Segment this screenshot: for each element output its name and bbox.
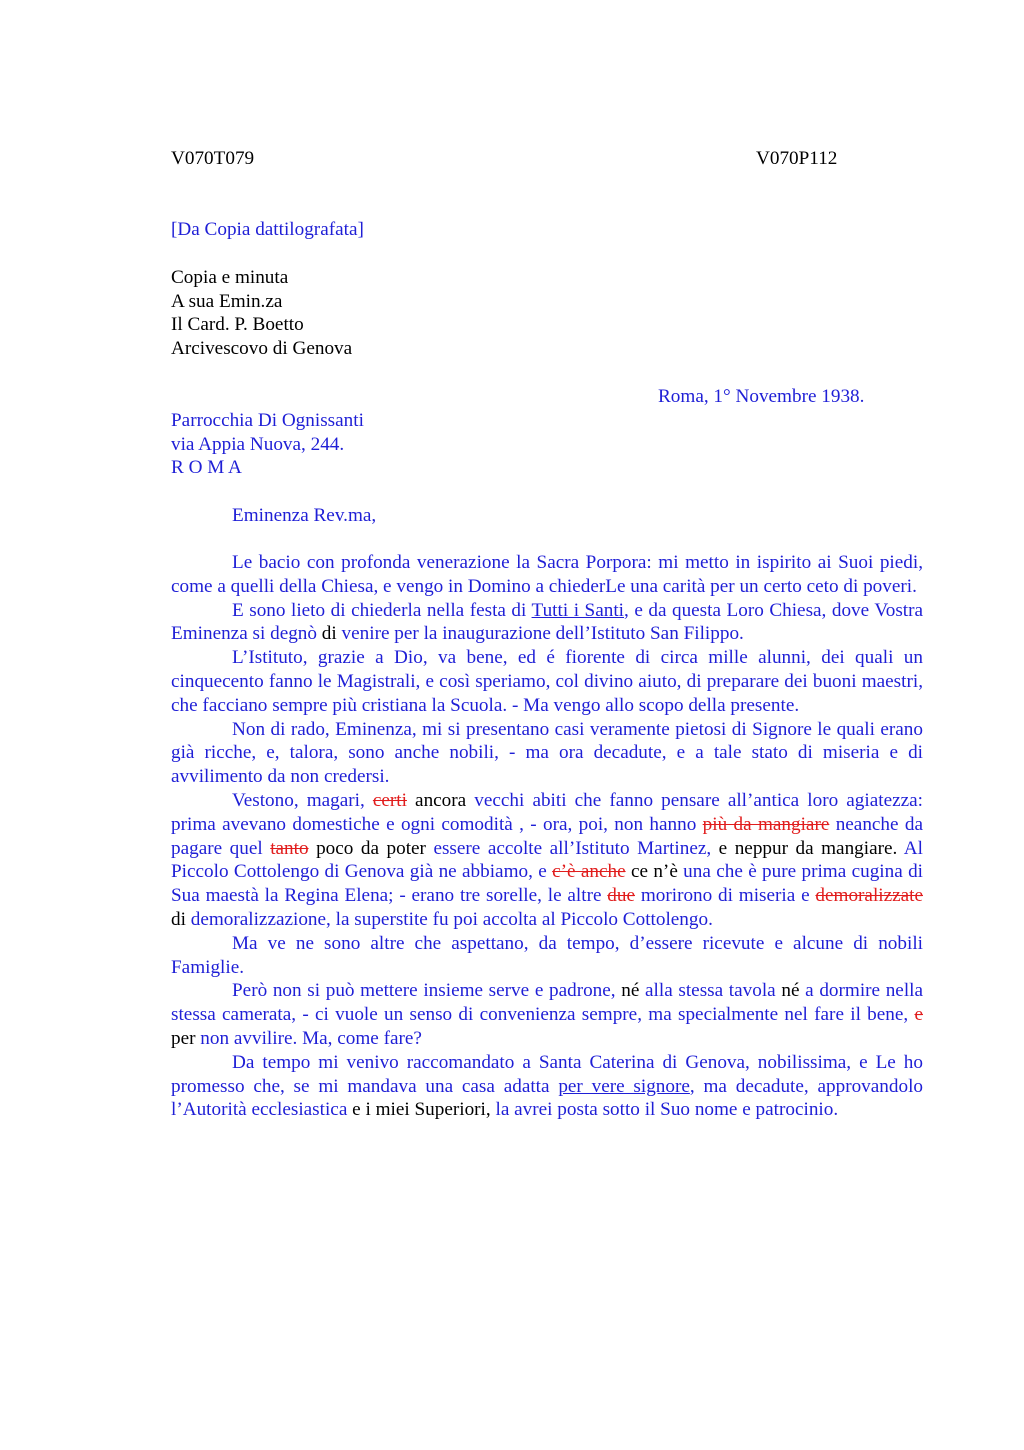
paragraph-4: Non di rado, Eminenza, mi si presentano casi veramente pietosi di Signore le quali erano già ricche, e, talora, sono anche nobili, - ma ora decadute, e a tale stato di miseria e di avvilimento da non credersi. (171, 718, 923, 788)
paragraph-8 (171, 1051, 923, 1122)
sender-line: R O M A (171, 457, 242, 478)
sender-line: via Appia Nuova, 244. (171, 434, 345, 455)
address-line: Il Card. P. Boetto (171, 314, 304, 335)
underlined-text: Tutti i Santi (531, 599, 624, 621)
salutation: Eminenza Rev.ma, (232, 505, 377, 526)
source-note: [Da Copia dattilografata] (171, 219, 364, 240)
inserted-text: ce n’è (625, 861, 678, 883)
paragraph-6: Ma ve ne sono altre che aspettano, da tempo, d’essere ricevute e alcune di nobili Famiglie. (171, 932, 923, 978)
address-line: Copia e minuta (171, 267, 289, 288)
text-run: Però non si può mettere insieme serve e padrone, (232, 980, 616, 1002)
inserted-text: poco da (308, 837, 379, 859)
deleted-text: c’è anche (552, 861, 626, 883)
paragraph-5 (171, 789, 923, 932)
text-run: la avrei posta sotto il Suo nome e patrocinio. (490, 1099, 839, 1121)
paragraph-7 (171, 979, 923, 1050)
text-run: a dormire nella stessa camerata, - ci vuole un senso di convenienza sempre, ma specialmente nel fare il bene, (171, 980, 923, 1026)
text-run: neanche da pagare quel (171, 813, 923, 859)
inserted-text: né (615, 980, 640, 1002)
sender-line: Parrocchia Di Ognissanti (171, 410, 364, 431)
underlined-text: per vere signore (558, 1075, 690, 1097)
deleted-text: certi (372, 789, 407, 811)
text-run: Vestono, magari, (232, 789, 373, 811)
right-code: V070P112 (756, 148, 838, 169)
text-run: una che è pure prima cugina di Sua maestà la Regina Elena; - erano tre sorelle, le altre (171, 861, 924, 907)
text-run: non avvilire. Ma, come fare? (195, 1027, 422, 1049)
inserted-text: né (775, 980, 800, 1002)
paragraph-2 (171, 599, 923, 647)
deleted-text: tanto (270, 837, 309, 859)
deleted-text: più da mangiare (702, 813, 830, 835)
text-run: Da tempo mi venivo raccomandato a Santa Caterina di Genova, nobilissima, e Le ho promesso che, se mi mandava una casa adatta (171, 1051, 923, 1097)
deleted-text: demoralizzate (815, 885, 923, 907)
text-run: E sono lieto di chiederla nella festa di (232, 599, 532, 621)
inserted-text: di (171, 908, 186, 930)
date-line: Roma, 1° Novembre 1938. (658, 386, 865, 407)
inserted-text: ancora (406, 789, 467, 811)
address-line: A sua Emin.za (171, 291, 283, 312)
inserted-text: poter (379, 837, 426, 859)
inserted-text: e i miei Superiori, (347, 1099, 491, 1121)
inserted-text: per (171, 1027, 196, 1049)
paragraph-3: L’Istituto, grazie a Dio, va bene, ed é fiorente di circa mille alunni, dei quali un cinquecento fanno le Magistrali, e così speriamo, col divino aiuto, di preparare dei buoni maestri, che facciano sempre più cristiana la Scuola. - Ma vengo allo scopo della presente. (171, 647, 923, 716)
letter-body (171, 551, 923, 1122)
text-run: , ma decadute, approvandolo l’Autorità ecclesiastica (171, 1075, 923, 1121)
text-run: alla stessa tavola (639, 980, 776, 1002)
inserted-text: e neppur da mangiare. (711, 837, 898, 859)
left-code: V070T079 (171, 148, 255, 169)
text-run: vecchi abiti che fanno pensare all’antica loro agiatezza: prima avevano domestiche e ogni comodità , - ora, poi, non hanno (171, 789, 923, 835)
text-run: , e da questa Loro Chiesa, dove Vostra Eminenza si degnò (171, 599, 924, 645)
address-line: Arcivescovo di Genova (171, 338, 353, 359)
text-run: demoralizzazione, la superstite fu poi accolta al Piccolo Cottolengo. (185, 908, 713, 930)
text-run: morirono di miseria e (635, 885, 816, 907)
inserted-text: di (321, 623, 337, 645)
text-run: essere accolte all’Istituto Martinez, (425, 837, 712, 859)
text-run: Al Piccolo Cottolengo di Genova già ne abbiamo, e (171, 837, 923, 883)
text-run: venire per la inaugurazione dell’Istituto San Filippo. (336, 623, 744, 645)
paragraph-1: Le bacio con profonda venerazione la Sacra Porpora: mi metto in ispirito ai Suoi piedi, come a quelli della Chiesa, e vengo in Domino a chiederLe una carità per un certo ceto di poveri. (171, 552, 923, 597)
deleted-text: due (607, 885, 636, 907)
deleted-text: e (914, 1004, 923, 1026)
